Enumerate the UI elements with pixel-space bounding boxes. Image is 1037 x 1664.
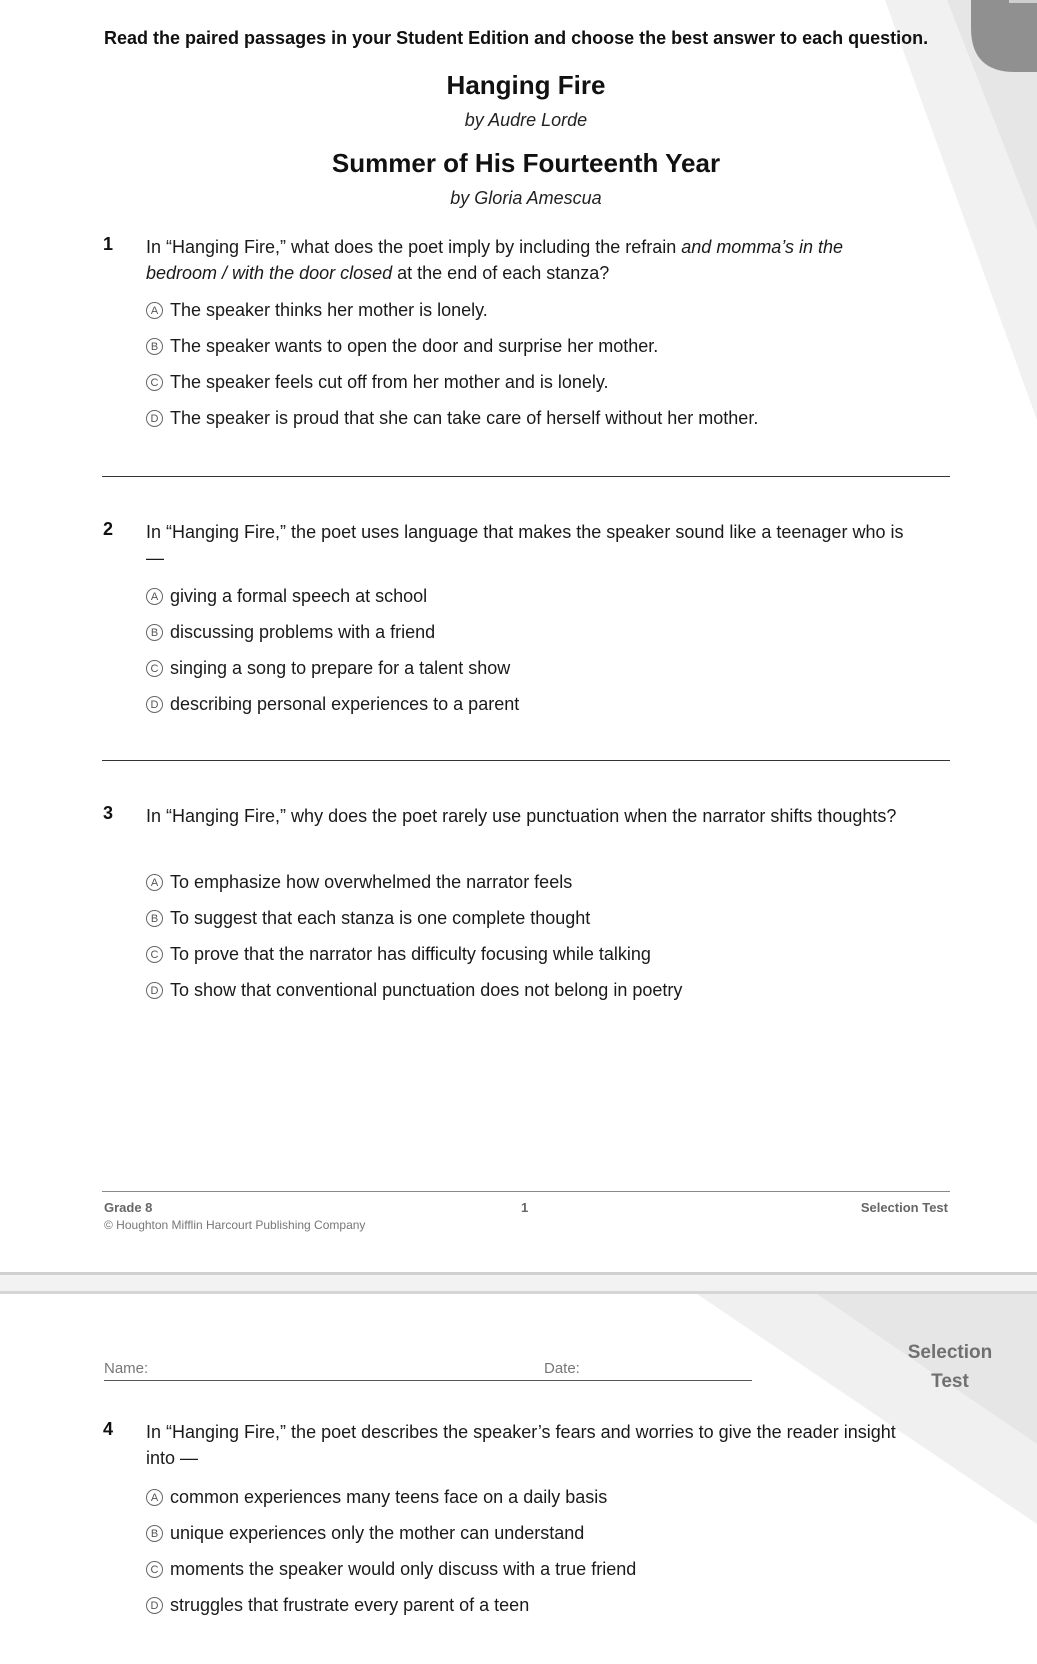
footer-copyright: © Houghton Mifflin Harcourt Publishing Company (104, 1218, 366, 1232)
answer-option-d[interactable]: D The speaker is proud that she can take care of herself without her mother. (146, 408, 946, 444)
option-d-bubble-icon[interactable]: D (146, 696, 163, 713)
option-a-bubble-icon[interactable]: A (146, 302, 163, 319)
answer-options (146, 1487, 946, 1631)
option-c-bubble-icon[interactable]: C (146, 660, 163, 677)
footer-divider (102, 1191, 950, 1192)
option-b-bubble-icon[interactable]: B (146, 910, 163, 927)
option-b-bubble-icon[interactable]: B (146, 624, 163, 641)
answer-option-c[interactable]: C moments the speaker would only discuss with a true friend (146, 1559, 946, 1595)
date-label: Date: (544, 1360, 580, 1377)
option-a-bubble-icon[interactable]: A (146, 1489, 163, 1506)
answer-option-b[interactable]: B To suggest that each stanza is one complete thought (146, 908, 946, 944)
answer-option-c[interactable]: C singing a song to prepare for a talent show (146, 658, 946, 694)
page-separator (0, 1272, 1037, 1294)
option-a-bubble-icon[interactable]: A (146, 588, 163, 605)
question-divider (102, 476, 950, 477)
footer-page-number: 1 (521, 1200, 529, 1215)
selection-2-heading (0, 148, 1037, 209)
option-d-bubble-icon[interactable]: D (146, 1597, 163, 1614)
selection-1-heading (0, 70, 1037, 131)
test-page-2 (0, 1294, 1037, 1664)
answer-option-b[interactable]: B The speaker wants to open the door and surprise her mother. (146, 336, 946, 372)
answer-options (146, 586, 946, 730)
name-date-line (104, 1358, 752, 1381)
selection-test-badge: Selection Test (907, 1342, 993, 1392)
option-b-bubble-icon[interactable]: B (146, 1525, 163, 1542)
answer-option-c[interactable]: C To prove that the narrator has difficulty focusing while talking (146, 944, 946, 980)
footer-test-type: Selection Test (860, 1200, 948, 1215)
selection-2-byline: by Gloria Amescua (450, 188, 602, 208)
question-stem: In “Hanging Fire,” why does the poet rarely use punctuation when the narrator shifts thoughts? (146, 806, 897, 826)
question-stem: In “Hanging Fire,” the poet describes the speaker’s fears and worries to give the reader insight into — (146, 1422, 896, 1468)
option-c-bubble-icon[interactable]: C (146, 1561, 163, 1578)
answer-option-d[interactable]: D To show that conventional punctuation does not belong in poetry (146, 980, 946, 1016)
option-c-bubble-icon[interactable]: C (146, 946, 163, 963)
option-c-bubble-icon[interactable]: C (146, 374, 163, 391)
question-number: 4 (103, 1419, 114, 1439)
answer-option-a[interactable]: A The speaker thinks her mother is lonely. (146, 300, 946, 336)
question-number: 1 (103, 234, 114, 254)
option-b-bubble-icon[interactable]: B (146, 338, 163, 355)
name-label: Name: (104, 1360, 149, 1377)
answer-option-a[interactable]: A To emphasize how overwhelmed the narrator feels (146, 872, 946, 908)
question-number: 2 (103, 519, 114, 539)
answer-option-c[interactable]: C The speaker feels cut off from her mother and is lonely. (146, 372, 946, 408)
footer-grade: Grade 8 (104, 1200, 153, 1215)
answer-option-b[interactable]: B unique experiences only the mother can understand (146, 1523, 946, 1559)
selection-1-title: Hanging Fire (446, 70, 606, 100)
answer-option-d[interactable]: D describing personal experiences to a parent (146, 694, 946, 730)
answer-option-b[interactable]: B discussing problems with a friend (146, 622, 946, 658)
selection-2-title: Summer of His Fourteenth Year (331, 148, 721, 178)
option-a-bubble-icon[interactable]: A (146, 874, 163, 891)
answer-option-d[interactable]: D struggles that frustrate every parent of a teen (146, 1595, 946, 1631)
selection-1-byline: by Audre Lorde (464, 110, 588, 130)
question-stem: In “Hanging Fire,” what does the poet imply by including the refrain and momma’s in the bedroom / with the door closed at the end of each stanza? (146, 237, 844, 283)
question-divider (102, 760, 950, 761)
answer-option-a[interactable]: A giving a formal speech at school (146, 586, 946, 622)
answer-option-a[interactable]: A common experiences many teens face on a daily basis (146, 1487, 946, 1523)
instructions: Read the paired passages in your Student Edition and choose the best answer to each question. (104, 28, 929, 48)
answer-options (146, 300, 946, 444)
question-number: 3 (103, 803, 114, 823)
option-d-bubble-icon[interactable]: D (146, 410, 163, 427)
question-stem: In “Hanging Fire,” the poet uses language that makes the speaker sound like a teenager who is — (146, 522, 904, 568)
answer-options (146, 872, 946, 1016)
option-d-bubble-icon[interactable]: D (146, 982, 163, 999)
